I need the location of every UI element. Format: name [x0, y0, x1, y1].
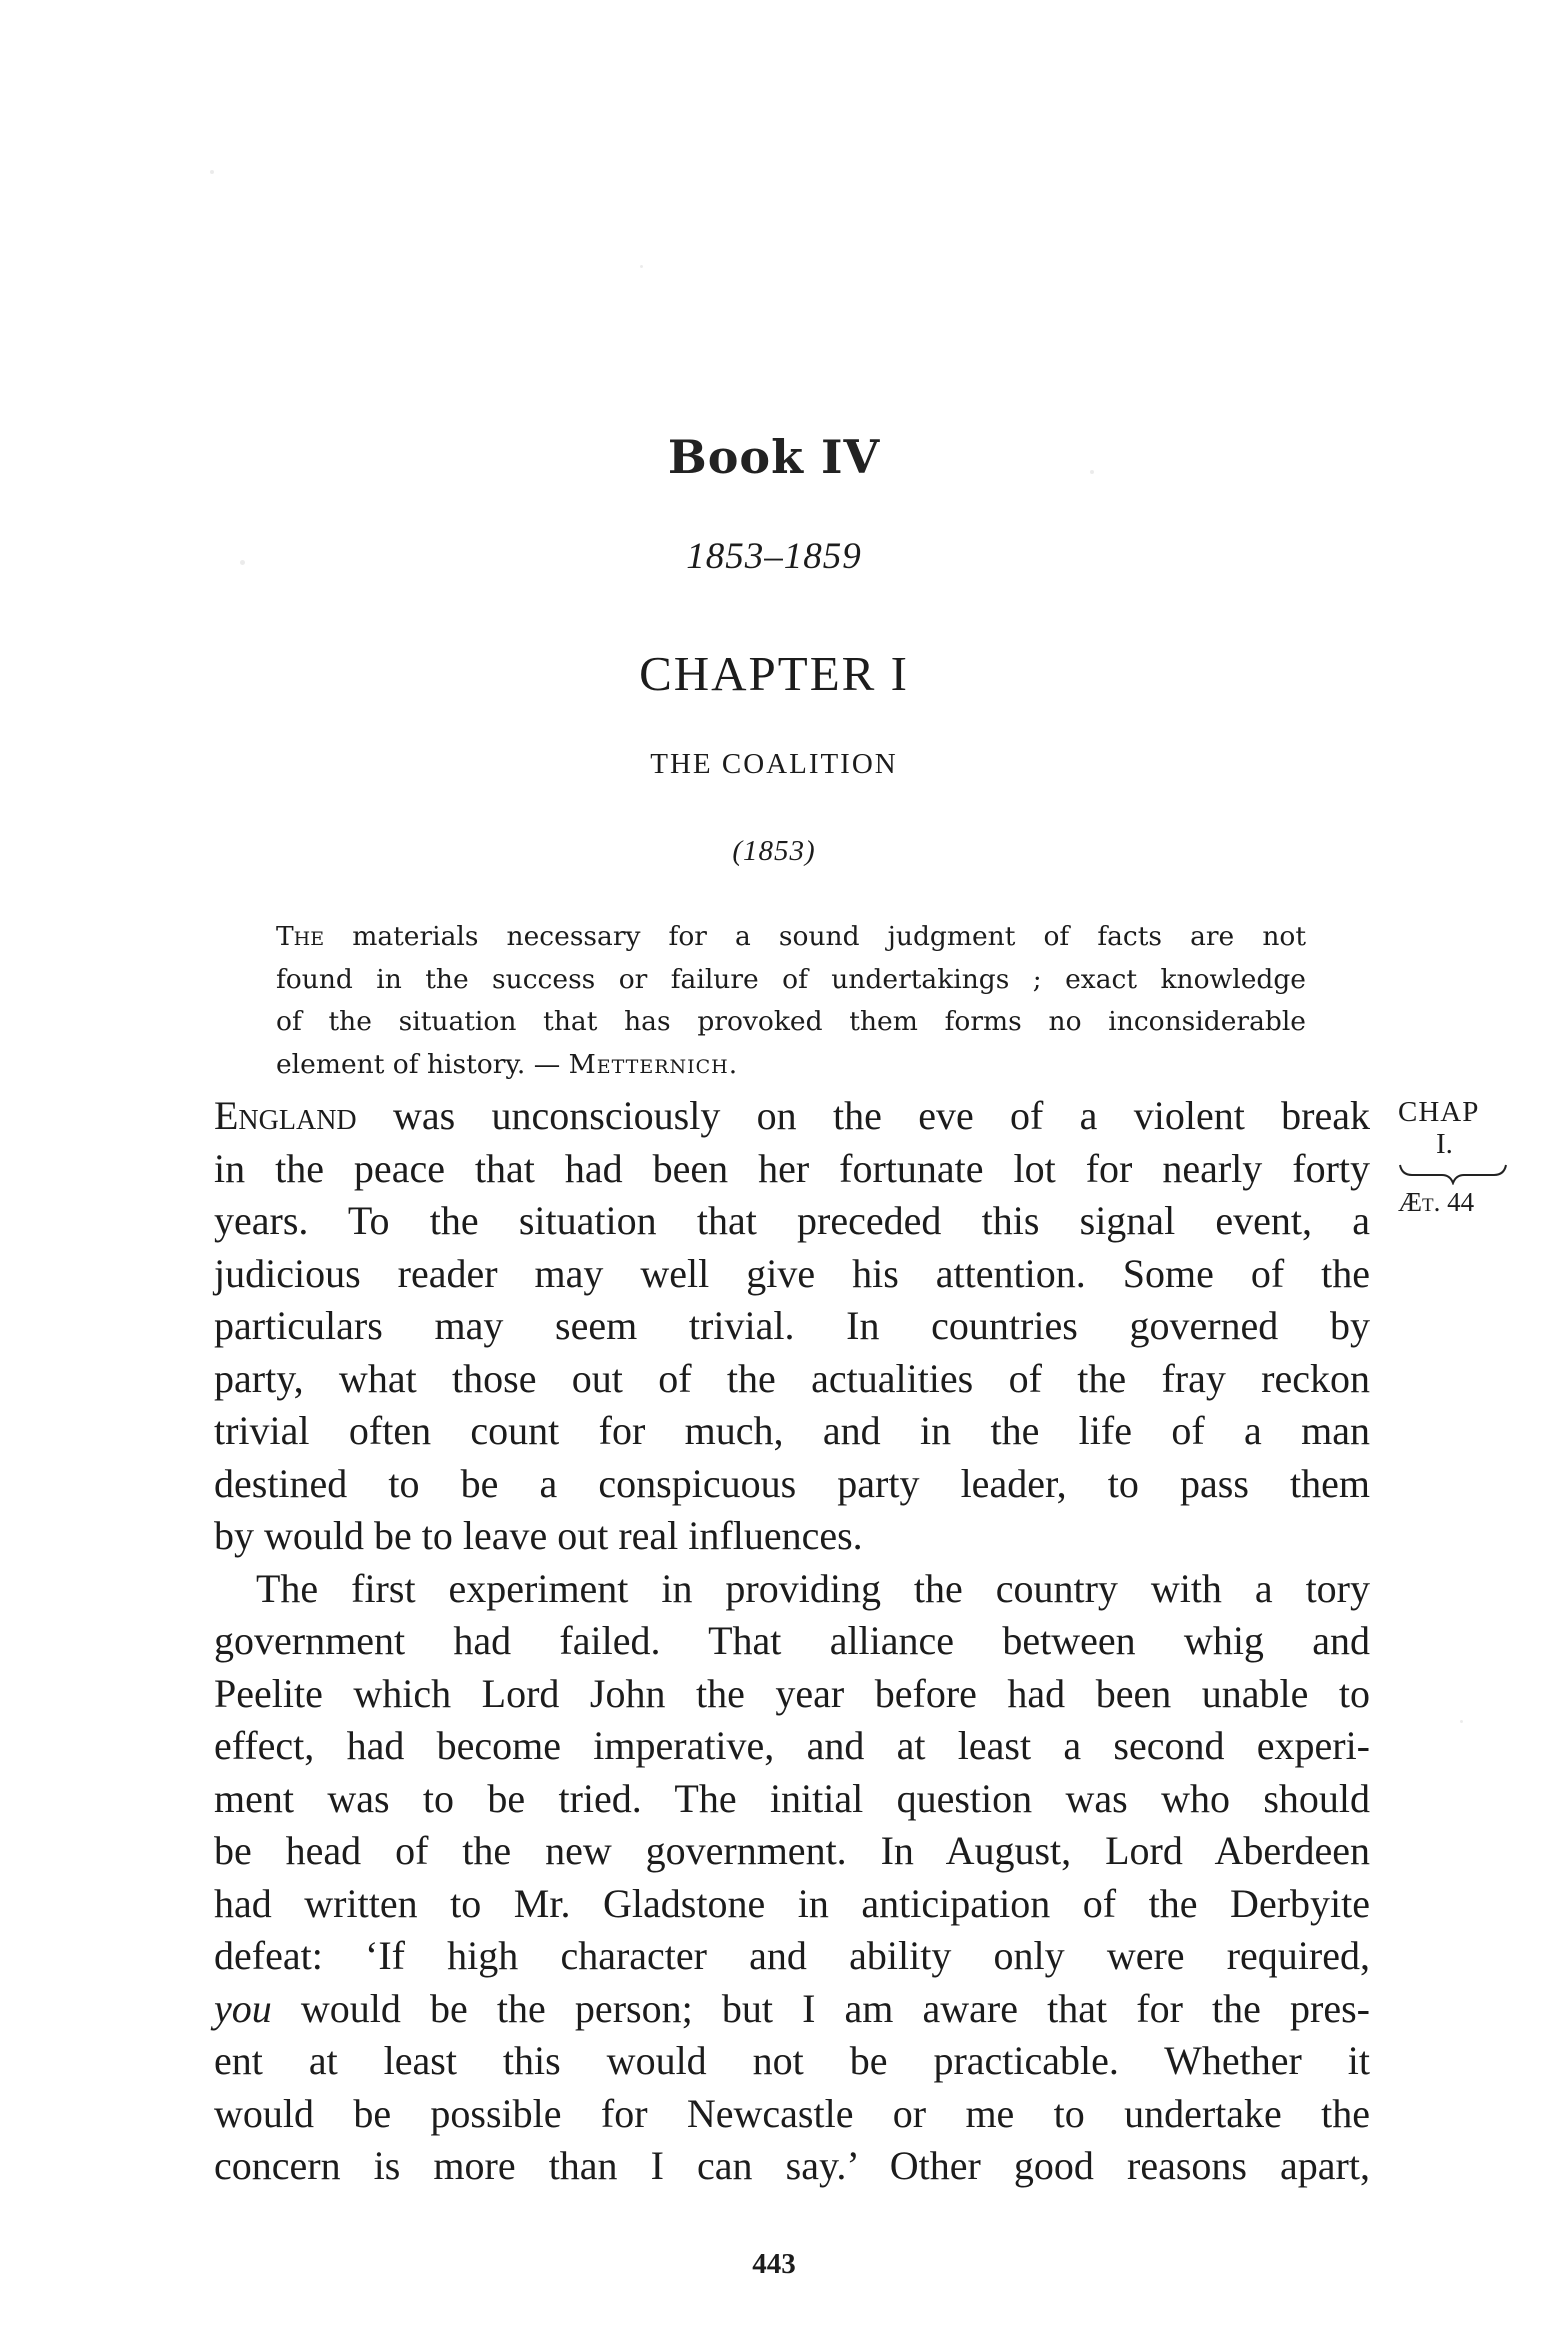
scan-speckle — [210, 170, 214, 174]
body-line: effect, had become imperative, and at least a second experi- — [214, 1723, 1370, 1768]
book-title: Book IV — [667, 430, 881, 484]
epigraph — [276, 916, 1306, 1086]
chapter-year: (1853) — [732, 835, 816, 867]
body-line: particulars may seem trivial. In countries governed by — [214, 1303, 1370, 1348]
body-line-text: would be the person; but I am aware that for the pres- — [271, 1985, 1370, 2031]
body-line-text: was unconsciously on the eve of a violent break — [356, 1093, 1370, 1138]
body-line: years. To the situation that preceded this signal event, a — [214, 1198, 1370, 1243]
body-line: ent at least this would not be practicable. Whether it — [214, 2038, 1370, 2083]
body-line: party, what those out of the actualities of the fray reckon — [214, 1355, 1370, 1401]
margin-age: Æt. 44 — [1398, 1187, 1475, 1217]
epigraph-line-text: materials necessary for a sound judgment of facts are not — [324, 921, 1306, 952]
book-years: 1853–1859 — [686, 536, 862, 577]
body-line: judicious reader may well give his attention. Some of the — [214, 1250, 1370, 1296]
epigraph-line: found in the success or failure of undertakings ; exact knowledge — [276, 963, 1306, 995]
body-line — [214, 1090, 1370, 1143]
body-line: trivial often count for much, and in the life of a man — [214, 1408, 1370, 1453]
chapter-title: THE COALITION — [650, 748, 898, 780]
epigraph-line — [276, 1044, 1306, 1087]
body-line: had written to Mr. Gladstone in anticipation of the Derbyite — [214, 1880, 1370, 1926]
body-line: destined to be a conspicuous party leader, to pass them — [214, 1460, 1370, 1506]
epigraph-attribution: Metternich. — [568, 1048, 739, 1080]
body-line: ment was to be tried. The initial question was who should — [214, 1775, 1370, 1821]
body-line: government had failed. That alliance between whig and — [214, 1618, 1370, 1663]
body-line — [214, 1983, 1370, 2036]
margin-chapter-label: CHAP — [1398, 1096, 1480, 1128]
margin-brace-icon — [1398, 1161, 1508, 1185]
body-line: would be possible for Newcastle or me to undertake the — [214, 2090, 1370, 2136]
body-emphasis: you — [214, 1985, 272, 2031]
page-number: 443 — [752, 2248, 796, 2280]
epigraph-line: of the situation that has provoked them forms no inconsiderable — [276, 1006, 1306, 1037]
body-line: in the peace that had been her fortunate lot for nearly forty — [214, 1145, 1370, 1191]
body-line: be head of the new government. In August, Lord Aberdeen — [214, 1828, 1370, 1873]
body-line: The first experiment in providing the country with a tory — [256, 1565, 1370, 1611]
scan-speckle — [1460, 1720, 1463, 1723]
epigraph-lead-word: The — [276, 921, 325, 952]
body-line: Peelite which Lord John the year before had been unable to — [214, 1670, 1370, 1716]
body-line: by would be to leave out real influences. — [214, 1513, 863, 1558]
body-line: defeat: ‘If high character and ability only were required, — [214, 1933, 1370, 1978]
margin-chapter-number: I. — [1436, 1128, 1453, 1160]
epigraph-line-text: element of history. — — [276, 1048, 569, 1080]
body-lead-word: England — [214, 1093, 357, 1138]
body-text — [214, 1090, 1370, 2193]
chapter-heading: CHAPTER I — [639, 646, 909, 701]
body-line: concern is more than I can say.’ Other good reasons apart, — [214, 2143, 1370, 2188]
margin-note — [1398, 1096, 1548, 1218]
scan-speckle — [640, 265, 643, 268]
epigraph-line — [276, 916, 1306, 959]
